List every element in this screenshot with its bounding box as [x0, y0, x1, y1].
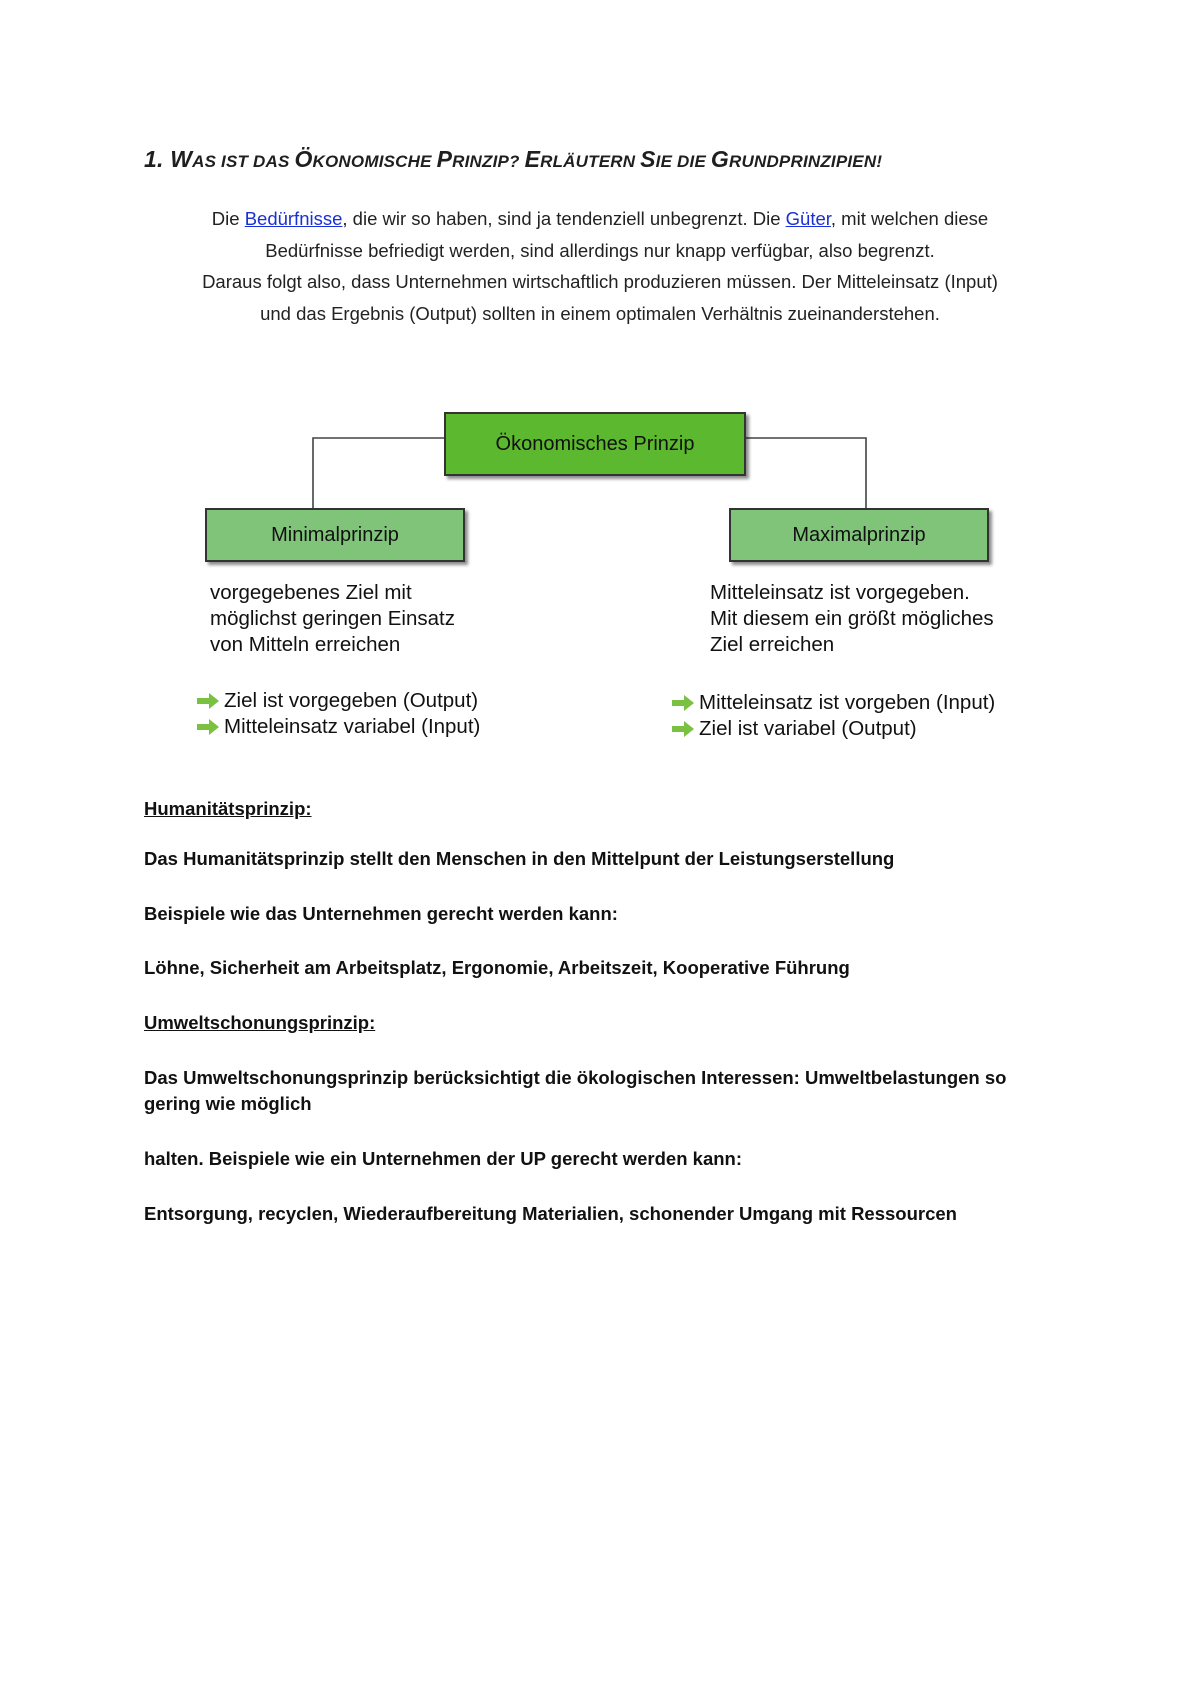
heading-part: RLÄUTERN: [540, 152, 641, 171]
heading-part: S: [640, 146, 656, 172]
intro-line: Daraus folgt also, dass Unternehmen wirtschaftlich produzieren müssen. Der Mitteleinsatz (Input): [202, 271, 998, 292]
intro-text: , mit welchen diese: [830, 208, 989, 229]
intro-line: Bedürfnisse befriedigt werden, sind allerdings nur knapp verfügbar, also begrenzt.: [265, 239, 935, 261]
maximalprinzip-bullets: [672, 690, 995, 742]
right-arrow-icon: [672, 721, 694, 737]
bullet-row: [672, 690, 995, 716]
minimalprinzip-box: [205, 508, 465, 562]
heading-number: 1.: [144, 146, 164, 172]
umwelt-title: Umweltschonungsprinzip:: [144, 1012, 376, 1033]
description-line: von Mitteln erreichen: [210, 633, 401, 656]
maximalprinzip-description: [710, 580, 994, 658]
right-arrow-icon: [197, 693, 219, 709]
heading-part: P: [436, 146, 453, 172]
minimalprinzip-label: Minimalprinzip: [271, 523, 399, 546]
heading-part: RUNDPRINZIPIEN!: [729, 152, 883, 171]
gueter-link[interactable]: Güter: [785, 208, 831, 229]
oekonomisches-prinzip-label: Ökonomisches Prinzip: [495, 432, 695, 455]
heading-part: AS IST DAS: [192, 152, 295, 171]
heading-part: E: [524, 146, 541, 172]
right-arrow-icon: [197, 719, 219, 735]
bullet-text: Mitteleinsatz ist vorgeben (Input): [699, 691, 996, 714]
intro-line: [144, 203, 1056, 235]
heading-part: W: [170, 146, 193, 172]
description-line: möglichst geringen Einsatz: [210, 607, 455, 630]
right-arrow-icon: [672, 695, 694, 711]
minimalprinzip-bullets: [197, 688, 480, 740]
page-heading: [144, 146, 882, 173]
maximalprinzip-box: [729, 508, 989, 562]
umwelt-paragraph-1: Das Umweltschonungsprinzip berücksichtigt die ökologischen Interessen: Umweltbelastungen so gering wie möglich: [144, 1067, 1007, 1114]
heading-part: KONOMISCHE: [312, 152, 437, 171]
bullet-row: [197, 688, 480, 714]
umwelt-paragraph-2: halten. Beispiele wie ein Unternehmen der UP gerecht werden kann:: [144, 1148, 742, 1169]
description-line: Ziel erreichen: [710, 633, 835, 656]
bullet-text: Ziel ist variabel (Output): [699, 717, 917, 740]
description-line: vorgegebenes Ziel mit: [210, 581, 412, 604]
heading-part: G: [710, 146, 730, 172]
bullet-row: [672, 716, 995, 742]
heading-part: Ö: [294, 146, 313, 172]
description-line: Mit diesem ein größt mögliches: [710, 607, 994, 630]
description-line: Mitteleinsatz ist vorgegeben.: [710, 581, 970, 604]
connector-right: [744, 438, 866, 508]
intro-text: Die: [211, 208, 245, 229]
umwelt-paragraph-3: Entsorgung, recyclen, Wiederaufbereitung Materialien, schonender Umgang mit Ressourcen: [144, 1203, 957, 1224]
humanitaet-paragraph-2: Beispiele wie das Unternehmen gerecht werden kann:: [144, 903, 618, 924]
humanitaet-paragraph-1: Das Humanitätsprinzip stellt den Menschen in den Mittelpunt der Leistungserstellung: [144, 848, 895, 869]
beduerfnisse-link[interactable]: Bedürfnisse: [244, 208, 343, 229]
bullet-text: Ziel ist vorgegeben (Output): [224, 689, 479, 712]
connector-left: [313, 438, 444, 508]
intro-paragraph: [144, 203, 1056, 329]
humanitaet-title: Humanitätsprinzip:: [144, 798, 312, 819]
oekonomisches-prinzip-box: [444, 412, 746, 476]
bullet-text: Mitteleinsatz variabel (Input): [224, 715, 481, 738]
minimalprinzip-description: [210, 580, 455, 658]
intro-line: und das Ergebnis (Output) sollten in einem optimalen Verhältnis zueinanderstehen.: [260, 302, 940, 324]
intro-text: , die wir so haben, sind ja tendenziell unbegrenzt. Die: [342, 208, 786, 229]
humanitaet-paragraph-3: Löhne, Sicherheit am Arbeitsplatz, Ergonomie, Arbeitszeit, Kooperative Führung: [144, 957, 850, 978]
diagram-connectors: [0, 0, 1200, 760]
heading-part: IE DIE: [655, 152, 711, 171]
bullet-row: [197, 714, 480, 740]
heading-part: RINZIP?: [452, 152, 525, 171]
maximalprinzip-label: Maximalprinzip: [792, 523, 926, 546]
